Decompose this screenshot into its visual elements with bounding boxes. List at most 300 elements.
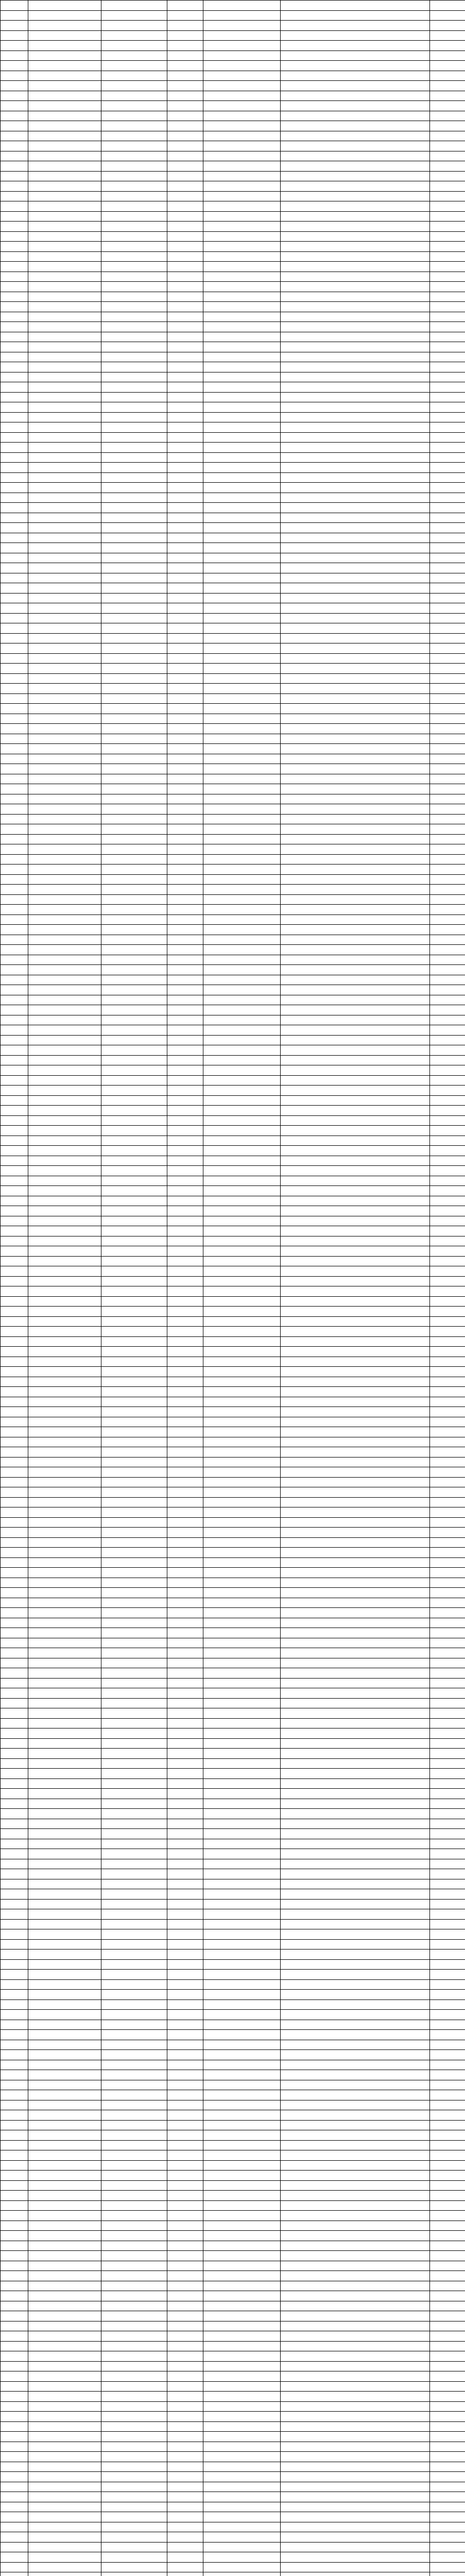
- table-row: [1, 2421, 465, 2432]
- table-cell: [101, 1045, 167, 1056]
- table-cell: [430, 1457, 465, 1467]
- table-cell: [430, 2271, 465, 2281]
- table-cell: [101, 1226, 167, 1236]
- table-cell: [101, 2241, 167, 2251]
- table-cell: [101, 1849, 167, 1859]
- table-row: [1, 1387, 465, 1397]
- table-row: [1, 513, 465, 523]
- table-cell: [28, 1276, 101, 1286]
- table-cell: [167, 814, 203, 824]
- table-cell: [28, 282, 101, 292]
- table-cell: [203, 382, 281, 393]
- table-row: [1, 503, 465, 513]
- table-cell: [101, 2502, 167, 2512]
- table-cell: [281, 593, 430, 603]
- table-cell: [101, 774, 167, 784]
- table-cell: [1, 472, 28, 483]
- table-cell: [430, 1115, 465, 1126]
- table-cell: [28, 1327, 101, 1337]
- table-cell: [1, 1477, 28, 1487]
- table-cell: [430, 2301, 465, 2311]
- table-cell: [167, 2552, 203, 2563]
- table-cell: [167, 1608, 203, 1618]
- table-cell: [101, 101, 167, 111]
- table-cell: [101, 2321, 167, 2331]
- table-cell: [167, 1849, 203, 1859]
- table-cell: [430, 1517, 465, 1528]
- table-cell: [281, 2462, 430, 2472]
- table-cell: [28, 693, 101, 704]
- table-cell: [281, 563, 430, 573]
- table-cell: [28, 804, 101, 815]
- table-cell: [167, 623, 203, 634]
- table-cell: [203, 1005, 281, 1015]
- table-cell: [28, 2341, 101, 2351]
- table-cell: [203, 101, 281, 111]
- table-cell: [281, 774, 430, 784]
- table-cell: [167, 1216, 203, 1226]
- table-cell: [101, 1799, 167, 1809]
- table-cell: [101, 2251, 167, 2261]
- table-cell: [167, 392, 203, 402]
- table-cell: [101, 2120, 167, 2130]
- table-cell: [430, 211, 465, 222]
- table-cell: [28, 1648, 101, 1658]
- table-cell: [101, 81, 167, 91]
- table-row: [1, 1156, 465, 1166]
- table-cell: [28, 1367, 101, 1377]
- table-row: [1, 693, 465, 704]
- table-row: [1, 1879, 465, 1889]
- table-cell: [28, 292, 101, 302]
- table-cell: [101, 1919, 167, 1929]
- table-cell: [167, 443, 203, 453]
- table-cell: [101, 1357, 167, 1367]
- table-cell: [101, 161, 167, 172]
- table-cell: [430, 975, 465, 985]
- table-cell: [28, 724, 101, 734]
- table-cell: [430, 472, 465, 483]
- table-cell: [430, 543, 465, 553]
- table-cell: [28, 412, 101, 422]
- table-cell: [101, 1859, 167, 1869]
- table-cell: [28, 1206, 101, 1216]
- table-cell: [1, 965, 28, 975]
- table-cell: [167, 50, 203, 61]
- table-cell: [167, 905, 203, 915]
- table-cell: [167, 764, 203, 774]
- table-cell: [28, 1557, 101, 1568]
- table-cell: [101, 2412, 167, 2422]
- table-cell: [101, 1025, 167, 1036]
- table-cell: [203, 834, 281, 844]
- table-row: [1, 1588, 465, 1598]
- table-cell: [1, 432, 28, 443]
- table-cell: [167, 1537, 203, 1548]
- table-cell: [1, 1889, 28, 1900]
- table-cell: [167, 171, 203, 181]
- table-cell: [101, 1236, 167, 1246]
- table-cell: [167, 2361, 203, 2371]
- table-cell: [1, 1086, 28, 1096]
- table-cell: [101, 1769, 167, 1779]
- table-cell: [203, 1196, 281, 1206]
- table-cell: [167, 664, 203, 674]
- table-cell: [28, 2080, 101, 2090]
- table-cell: [101, 2522, 167, 2532]
- table-cell: [281, 151, 430, 161]
- table-cell: [281, 2572, 430, 2576]
- table-cell: [1, 1, 28, 11]
- table-cell: [1, 1698, 28, 1708]
- table-cell: [1, 995, 28, 1005]
- table-cell: [1, 181, 28, 192]
- table-cell: [430, 151, 465, 161]
- table-row: [1, 764, 465, 774]
- table-row: [1, 201, 465, 212]
- table-cell: [281, 1246, 430, 1257]
- table-cell: [281, 985, 430, 995]
- table-cell: [430, 1005, 465, 1015]
- table-row: [1, 1618, 465, 1628]
- table-cell: [28, 1718, 101, 1728]
- table-cell: [1, 1959, 28, 1970]
- table-cell: [167, 1979, 203, 1990]
- table-cell: [1, 2412, 28, 2422]
- table-cell: [1, 30, 28, 41]
- table-cell: [430, 1548, 465, 1558]
- table-cell: [167, 865, 203, 875]
- table-cell: [281, 1397, 430, 1407]
- table-cell: [281, 1166, 430, 1176]
- table-cell: [167, 472, 203, 483]
- table-cell: [167, 352, 203, 362]
- table-cell: [101, 231, 167, 242]
- registry-table-body: [1, 1, 465, 2576]
- table-cell: [101, 2180, 167, 2191]
- table-cell: [28, 191, 101, 201]
- table-cell: [101, 2271, 167, 2281]
- table-cell: [430, 2331, 465, 2342]
- table-cell: [28, 824, 101, 835]
- table-cell: [1, 2371, 28, 2382]
- table-cell: [101, 643, 167, 654]
- table-cell: [167, 1, 203, 11]
- table-cell: [1, 2502, 28, 2512]
- table-cell: [281, 2171, 430, 2181]
- table-cell: [430, 734, 465, 744]
- table-cell: [101, 1065, 167, 1076]
- table-cell: [101, 885, 167, 895]
- table-row: [1, 1668, 465, 1679]
- table-cell: [203, 1447, 281, 1458]
- table-cell: [203, 2160, 281, 2171]
- table-cell: [1, 41, 28, 51]
- table-cell: [1, 1929, 28, 1940]
- table-cell: [1, 593, 28, 603]
- table-cell: [101, 472, 167, 483]
- table-row: [1, 1025, 465, 1036]
- table-cell: [167, 1698, 203, 1708]
- table-cell: [203, 2100, 281, 2110]
- table-cell: [430, 161, 465, 172]
- table-cell: [203, 151, 281, 161]
- table-cell: [281, 251, 430, 262]
- table-cell: [1, 1357, 28, 1367]
- table-cell: [167, 1156, 203, 1166]
- table-cell: [281, 2110, 430, 2121]
- table-cell: [101, 2010, 167, 2020]
- table-row: [1, 121, 465, 131]
- table-cell: [203, 2361, 281, 2371]
- table-cell: [1, 2241, 28, 2251]
- table-cell: [203, 2180, 281, 2191]
- table-cell: [281, 412, 430, 422]
- table-cell: [101, 824, 167, 835]
- table-row: [1, 1758, 465, 1769]
- table-cell: [1, 292, 28, 302]
- table-cell: [430, 925, 465, 935]
- table-cell: [28, 754, 101, 764]
- table-cell: [281, 1126, 430, 1136]
- table-cell: [281, 1407, 430, 1417]
- table-row: [1, 2191, 465, 2201]
- table-row: [1, 724, 465, 734]
- table-cell: [167, 1487, 203, 1498]
- table-row: [1, 1357, 465, 1367]
- table-cell: [281, 1136, 430, 1146]
- table-cell: [430, 744, 465, 754]
- table-cell: [281, 1859, 430, 1869]
- table-cell: [101, 1327, 167, 1337]
- table-row: [1, 684, 465, 694]
- table-cell: [28, 1738, 101, 1749]
- table-cell: [281, 2271, 430, 2281]
- table-cell: [28, 1598, 101, 1608]
- table-cell: [167, 1186, 203, 1196]
- table-cell: [1, 1728, 28, 1739]
- table-cell: [101, 1728, 167, 1739]
- table-cell: [430, 2512, 465, 2522]
- table-cell: [203, 222, 281, 232]
- table-cell: [167, 242, 203, 252]
- table-cell: [1, 1276, 28, 1286]
- table-cell: [28, 131, 101, 141]
- table-cell: [167, 1859, 203, 1869]
- table-row: [1, 2472, 465, 2482]
- table-cell: [203, 1829, 281, 1839]
- table-row: [1, 1698, 465, 1708]
- table-cell: [281, 342, 430, 352]
- table-cell: [101, 874, 167, 885]
- table-cell: [203, 1025, 281, 1036]
- table-cell: [281, 2291, 430, 2301]
- table-cell: [28, 2020, 101, 2030]
- table-cell: [281, 231, 430, 242]
- table-cell: [430, 1176, 465, 1186]
- table-cell: [167, 1959, 203, 1970]
- table-cell: [281, 171, 430, 181]
- table-cell: [101, 1307, 167, 1317]
- table-cell: [430, 1608, 465, 1618]
- table-cell: [28, 2030, 101, 2040]
- table-cell: [167, 744, 203, 754]
- table-cell: [430, 392, 465, 402]
- table-row: [1, 1095, 465, 1106]
- table-cell: [167, 1879, 203, 1889]
- table-cell: [167, 101, 203, 111]
- table-cell: [203, 744, 281, 754]
- table-cell: [101, 1146, 167, 1156]
- table-cell: [203, 452, 281, 463]
- table-cell: [281, 2502, 430, 2512]
- table-cell: [101, 995, 167, 1005]
- table-cell: [281, 493, 430, 503]
- table-cell: [101, 2311, 167, 2321]
- table-cell: [1, 91, 28, 101]
- table-cell: [203, 955, 281, 965]
- table-cell: [28, 593, 101, 603]
- table-row: [1, 1276, 465, 1286]
- table-cell: [101, 1668, 167, 1679]
- table-cell: [203, 1176, 281, 1186]
- table-cell: [101, 1407, 167, 1417]
- table-cell: [430, 201, 465, 212]
- table-cell: [281, 1789, 430, 1799]
- table-cell: [28, 91, 101, 101]
- table-cell: [203, 553, 281, 563]
- table-cell: [101, 191, 167, 201]
- table-row: [1, 1638, 465, 1648]
- table-cell: [430, 2341, 465, 2351]
- table-cell: [1, 744, 28, 754]
- table-cell: [28, 2010, 101, 2020]
- table-cell: [101, 1648, 167, 1658]
- table-cell: [101, 402, 167, 413]
- table-cell: [167, 222, 203, 232]
- table-cell: [281, 1698, 430, 1708]
- table-cell: [281, 965, 430, 975]
- table-cell: [1, 2251, 28, 2261]
- table-cell: [167, 1819, 203, 1829]
- table-row: [1, 814, 465, 824]
- table-cell: [203, 1678, 281, 1688]
- table-cell: [1, 1839, 28, 1849]
- table-cell: [203, 2271, 281, 2281]
- table-cell: [1, 392, 28, 402]
- table-row: [1, 754, 465, 764]
- table-cell: [28, 633, 101, 643]
- table-cell: [430, 2552, 465, 2563]
- table-cell: [430, 2371, 465, 2382]
- table-cell: [203, 1658, 281, 1668]
- table-cell: [430, 704, 465, 714]
- table-cell: [28, 784, 101, 794]
- table-cell: [281, 1708, 430, 1719]
- table-cell: [167, 2351, 203, 2362]
- table-cell: [1, 201, 28, 212]
- table-cell: [430, 593, 465, 603]
- table-cell: [1, 452, 28, 463]
- table-cell: [28, 2502, 101, 2512]
- table-cell: [281, 1055, 430, 1065]
- table-cell: [430, 2492, 465, 2502]
- table-cell: [430, 1216, 465, 1226]
- table-cell: [167, 402, 203, 413]
- table-cell: [101, 1588, 167, 1598]
- table-cell: [430, 1749, 465, 1759]
- table-cell: [167, 322, 203, 332]
- table-cell: [167, 1347, 203, 1357]
- table-cell: [430, 443, 465, 453]
- table-cell: [101, 292, 167, 302]
- table-cell: [281, 1286, 430, 1297]
- table-cell: [430, 272, 465, 282]
- table-cell: [281, 1839, 430, 1849]
- table-cell: [28, 201, 101, 212]
- table-cell: [167, 1588, 203, 1598]
- table-cell: [28, 362, 101, 372]
- table-cell: [203, 865, 281, 875]
- table-cell: [203, 945, 281, 955]
- table-cell: [28, 2120, 101, 2130]
- table-cell: [430, 2191, 465, 2201]
- table-cell: [101, 1497, 167, 1507]
- table-cell: [203, 824, 281, 835]
- table-cell: [203, 191, 281, 201]
- table-cell: [430, 2180, 465, 2191]
- table-cell: [281, 302, 430, 312]
- table-row: [1, 2522, 465, 2532]
- table-cell: [203, 372, 281, 382]
- table-row: [1, 2412, 465, 2422]
- table-cell: [203, 593, 281, 603]
- table-cell: [430, 764, 465, 774]
- table-cell: [28, 1929, 101, 1940]
- table-cell: [28, 61, 101, 71]
- table-row: [1, 1799, 465, 1809]
- table-cell: [203, 1437, 281, 1447]
- table-cell: [101, 1879, 167, 1889]
- table-row: [1, 151, 465, 161]
- table-cell: [430, 1166, 465, 1176]
- table-cell: [167, 2020, 203, 2030]
- table-cell: [430, 2100, 465, 2110]
- table-cell: [281, 1648, 430, 1658]
- table-cell: [1, 764, 28, 774]
- table-row: [1, 1598, 465, 1608]
- table-cell: [430, 2462, 465, 2472]
- table-row: [1, 483, 465, 493]
- table-cell: [430, 1839, 465, 1849]
- table-cell: [281, 1919, 430, 1929]
- table-cell: [203, 1688, 281, 1699]
- table-cell: [1, 1467, 28, 1478]
- table-cell: [203, 251, 281, 262]
- table-cell: [203, 1970, 281, 1980]
- table-cell: [28, 543, 101, 553]
- table-cell: [101, 583, 167, 594]
- table-cell: [281, 483, 430, 493]
- table-cell: [430, 1327, 465, 1337]
- table-cell: [430, 1226, 465, 1236]
- table-cell: [430, 432, 465, 443]
- table-cell: [28, 1668, 101, 1679]
- table-cell: [430, 1959, 465, 1970]
- table-cell: [203, 1427, 281, 1437]
- table-cell: [167, 2392, 203, 2402]
- table-cell: [281, 61, 430, 71]
